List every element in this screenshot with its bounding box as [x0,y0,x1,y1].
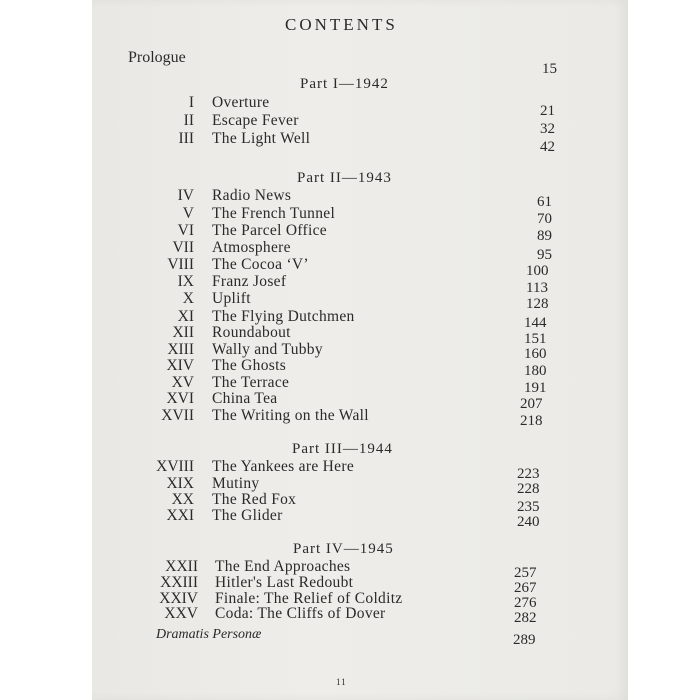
chapter-page: 276 [514,595,537,611]
chapter-title: Finale: The Relief of Colditz [215,590,403,607]
dramatis-personae-label: Dramatis Personæ [156,627,262,642]
chapter-number: X [182,290,194,307]
dramatis-personae-page: 289 [513,632,536,648]
chapter-title: Radio News [212,187,292,204]
chapter-page: 240 [517,514,540,530]
chapter-page: 89 [537,228,552,244]
chapter-page: 61 [537,194,552,210]
chapter-page: 144 [524,315,547,331]
chapter-page: 267 [514,580,537,596]
chapter-title: Roundabout [212,324,291,341]
chapter-number: IX [177,273,194,290]
chapter-title: The End Approaches [215,558,351,575]
chapter-number: III [178,130,194,147]
chapter-number: IV [177,187,194,204]
chapter-number: VIII [167,256,194,273]
chapter-number: VII [172,239,194,256]
prologue-page: 15 [542,61,557,77]
page-folio: 11 [336,677,347,687]
prologue-label: Prologue [128,49,186,66]
chapter-page: 257 [514,565,537,581]
chapter-title: The Cocoa ‘V’ [212,256,309,273]
chapter-number: I [188,94,194,111]
chapter-page: 207 [520,396,543,412]
chapter-title: Atmosphere [212,239,291,256]
chapter-number: VI [177,222,194,239]
chapter-page: 100 [526,263,549,279]
chapter-number: XII [172,324,194,341]
chapter-title: Overture [212,94,270,111]
chapter-number: XXI [166,507,194,524]
chapter-title: The French Tunnel [212,205,336,222]
chapter-number: II [183,112,194,129]
chapter-page: 21 [540,103,555,119]
chapter-page: 42 [540,139,555,155]
page-title: CONTENTS [285,15,398,34]
chapter-page: 282 [514,610,537,626]
chapter-number: XXIII [160,574,198,591]
chapter-page: 228 [517,481,540,497]
chapter-title: The Light Well [212,130,311,147]
chapter-number: V [182,205,194,222]
part-heading: Part III—1944 [292,441,393,457]
chapter-number: XI [177,308,194,325]
chapter-page: 191 [524,380,547,396]
chapter-title: China Tea [212,390,278,407]
chapter-page: 151 [524,331,547,347]
chapter-page: 113 [526,280,548,296]
chapter-page: 235 [517,499,540,515]
chapter-title: The Glider [212,507,283,524]
chapter-title: Hitler's Last Redoubt [215,574,354,591]
chapter-title: The Flying Dutchmen [212,308,355,325]
part-heading: Part I—1942 [300,76,389,92]
chapter-title: Escape Fever [212,112,299,129]
chapter-title: The Red Fox [212,491,297,508]
chapter-title: The Ghosts [212,357,287,374]
chapter-title: Uplift [212,290,251,307]
chapter-number: XVIII [156,458,194,475]
chapter-title: Coda: The Cliffs of Dover [215,605,386,622]
chapter-number: XV [171,374,194,391]
chapter-number: XVI [166,390,194,407]
chapter-number: XVII [161,407,194,424]
chapter-title: The Yankees are Here [212,458,354,475]
chapter-number: XXIV [159,590,198,607]
chapter-page: 70 [537,211,552,227]
chapter-title: Wally and Tubby [212,341,323,358]
chapter-page: 180 [524,363,547,379]
chapter-number: XIX [166,475,194,492]
chapter-title: The Writing on the Wall [212,407,369,424]
chapter-title: Mutiny [212,475,260,492]
chapter-page: 223 [517,466,540,482]
chapter-title: Franz Josef [212,273,287,290]
chapter-page: 128 [526,296,549,312]
chapter-number: XIII [167,341,194,358]
chapter-title: The Parcel Office [212,222,327,239]
chapter-number: XXV [164,605,198,622]
chapter-page: 32 [540,121,555,137]
chapter-title: The Terrace [212,374,290,391]
chapter-number: XIV [166,357,194,374]
part-heading: Part IV—1945 [293,541,394,557]
chapter-page: 160 [524,346,547,362]
chapter-number: XXII [165,558,198,575]
part-heading: Part II—1943 [297,170,392,186]
chapter-number: XX [171,491,194,508]
chapter-page: 218 [520,413,543,429]
chapter-page: 95 [537,247,552,263]
